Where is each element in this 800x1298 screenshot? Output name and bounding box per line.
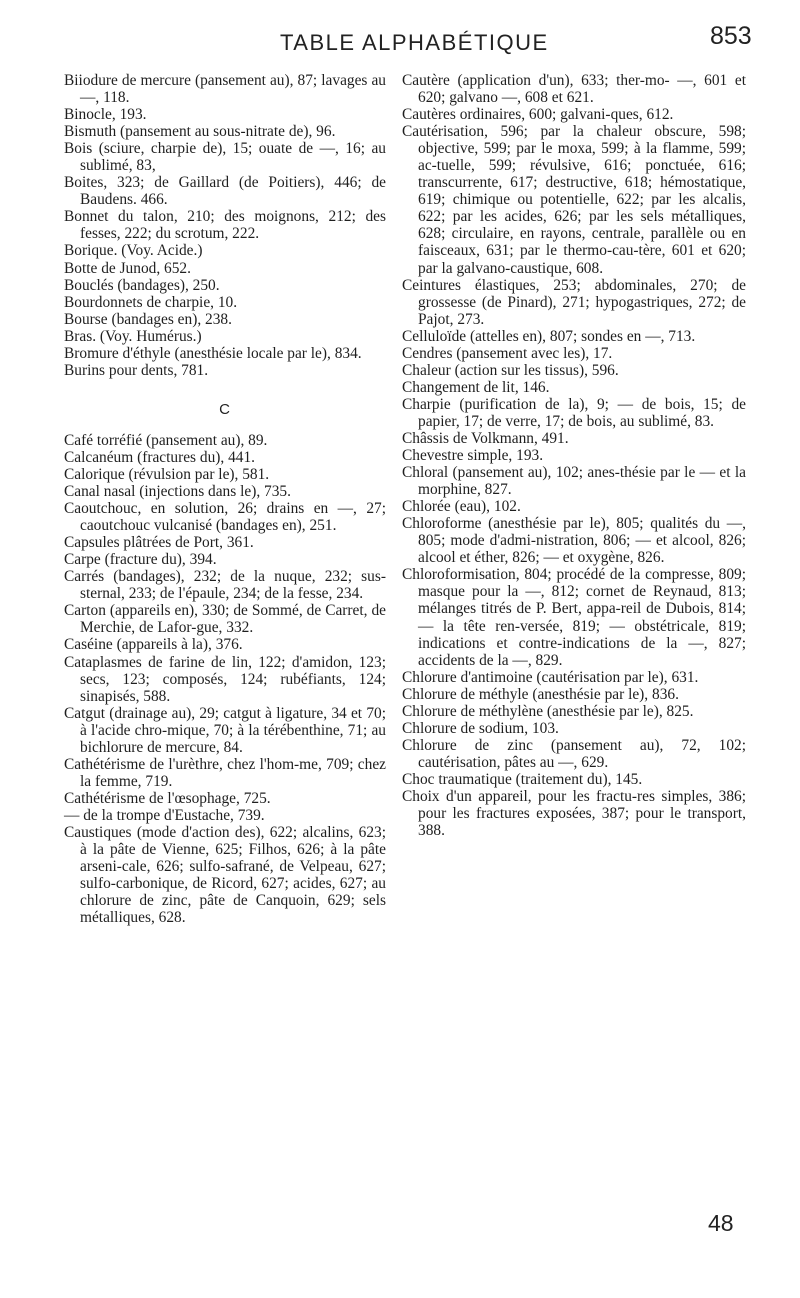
index-entry: Chevestre simple, 193.: [402, 447, 544, 465]
signature-mark: 48: [708, 1210, 734, 1236]
section-letter: C: [219, 400, 231, 418]
index-entry: Cendres (pansement avec les), 17.: [402, 344, 613, 362]
index-entry: Chlorée (eau), 102.: [402, 498, 521, 516]
index-entry: Boites, 323; de Gaillard (de Poitiers), 446; de Baudens. 466.: [64, 174, 386, 209]
page-title: TABLE ALPHABÉTIQUE: [280, 30, 549, 55]
index-entry: Cautère (application d'un), 633; ther-mo- —, 601 et 620; galvano —, 608 et 621.: [402, 72, 746, 107]
page-header: [0, 22, 800, 62]
index-entry: Cautérisation, 596; par la chaleur obscure, 598; objective, 599; par le moxa, 599; à la flamme, 599; ac-tuelle, 599; révulsive, 616; ponctuée, 616; transcurrente, 617; destructive, 618; hémostatique, 619; chimique ou potentielle, 622; par les alcalis, 622; par les acides, 626; par les sels métalliques, 628; circulaire, en rayons, centrale, parallèle ou en faisceaux, 631; par le thermo-cau-tère, 601 et 620; par la galvano-caustique, 608.: [402, 123, 746, 277]
index-entry: Canal nasal (injections dans le), 735.: [64, 483, 291, 501]
index-entry: Caséine (appareils à la), 376.: [64, 636, 243, 654]
index-entry: Bromure d'éthyle (anesthésie locale par le), 834.: [64, 344, 362, 362]
index-entry: Chaleur (action sur les tissus), 596.: [402, 361, 619, 379]
page-number: 853: [710, 22, 752, 50]
index-entry: Carrés (bandages), 232; de la nuque, 232; sus-sternal, 233; de l'épaule, 234; de la fesse, 234.: [64, 568, 386, 603]
index-entry: Bismuth (pansement au sous-nitrate de), 96.: [64, 123, 336, 141]
index-column-left: [64, 72, 386, 926]
index-entry: Choix d'un appareil, pour les fractu-res simples, 386; pour les fractures exposées, 387; pour le transport, 388.: [402, 787, 746, 840]
index-entry: Caoutchouc, en solution, 26; drains en —, 27; caoutchouc vulcanisé (bandages en), 251.: [64, 500, 386, 535]
index-entry: Bourse (bandages en), 238.: [64, 310, 232, 328]
entries-group-right: [402, 72, 746, 839]
index-entry: Chloroforme (anesthésie par le), 805; qualités du —, 805; mode d'admi-nistration, 806; — et alcool, 826; alcool et éther, 826; — et oxygène, 826.: [402, 515, 746, 567]
index-entry: Bois (sciure, charpie de), 15; ouate de —, 16; au sublimé, 83,: [64, 140, 386, 175]
index-column-right: [402, 72, 746, 839]
index-entry: Cataplasmes de farine de lin, 122; d'amidon, 123; secs, 123; composés, 124; rubéfiants, 124; sinapisés, 588.: [64, 653, 386, 705]
index-entry: Carpe (fracture du), 394.: [64, 551, 217, 569]
index-entry: Choc traumatique (traitement du), 145.: [402, 770, 643, 788]
index-entry: — de la trompe d'Eustache, 739.: [64, 806, 265, 824]
index-entry: Borique. (Voy. Acide.): [64, 242, 203, 260]
index-entry: Charpie (purification de la), 9; — de bois, 15; de papier, 17; de verre, 17; de bois, au sublimé, 83.: [402, 395, 746, 430]
index-entry: Cautères ordinaires, 600; galvani-ques, 612.: [402, 106, 674, 124]
index-entry: Calorique (révulsion par le), 581.: [64, 465, 270, 483]
index-entry: Châssis de Volkmann, 491.: [402, 429, 569, 447]
index-entry: Chlorure d'antimoine (cautérisation par le), 631.: [402, 668, 699, 686]
index-entry: Binocle, 193.: [64, 106, 147, 124]
index-entry: Chloroformisation, 804; procédé de la compresse, 809; masque pour la —, 812; cornet de Reynaud, 813; mélanges titrés de P. Bert, appa-reil de Dubois, 814; — la tête ren-versée, 819; — obstétricale, 819; indications et contre-indications de la —, 827; accidents de la —, 829.: [402, 566, 746, 669]
index-entry: Celluloïde (attelles en), 807; sondes en —, 713.: [402, 327, 696, 345]
index-entry: Bourdonnets de charpie, 10.: [64, 293, 238, 311]
index-entry: Burins pour dents, 781.: [64, 361, 209, 379]
index-entry: Cathétérisme de l'urèthre, chez l'hom-me, 709; chez la femme, 719.: [64, 755, 386, 790]
index-entry: Chloral (pansement au), 102; anes-thésie par le — et la morphine, 827.: [402, 464, 746, 499]
index-entry: Chlorure de sodium, 103.: [402, 719, 559, 737]
index-entry: Bouclés (bandages), 250.: [64, 276, 220, 294]
index-entry: Calcanéum (fractures du), 441.: [64, 448, 256, 466]
index-entry: Café torréfié (pansement au), 89.: [64, 431, 268, 449]
index-entry: Capsules plâtrées de Port, 361.: [64, 534, 254, 552]
index-entry: Bonnet du talon, 210; des moignons, 212; des fesses, 222; du scrotum, 222.: [64, 208, 386, 243]
entries-group-b: [64, 72, 386, 379]
index-entry: Bras. (Voy. Humérus.): [64, 327, 202, 345]
index-entry: Caustiques (mode d'action des), 622; alcalins, 623; à la pâte de Vienne, 625; Filhos, 626; à la pâte arseni-cale, 626; sulfo-safrané, de Velpeau, 627; sulfo-carbonique, de Ricord, 627; acides, 627; au chlorure de zinc, pâte de Canquoin, 629; sels métalliques, 628.: [64, 823, 386, 927]
index-entry: Cathétérisme de l'œsophage, 725.: [64, 789, 271, 807]
index-entry: Chlorure de méthyle (anesthésie par le), 836.: [402, 685, 679, 703]
index-entry: Catgut (drainage au), 29; catgut à ligature, 34 et 70; à l'acide chro-mique, 70; à la térébenthine, 71; au bichlorure de mercure, 84.: [64, 704, 386, 756]
index-entry: Biiodure de mercure (pansement au), 87; lavages au —, 118.: [64, 72, 386, 107]
index-entry: Chlorure de méthylène (anesthésie par le), 825.: [402, 702, 694, 720]
index-entry: Ceintures élastiques, 253; abdominales, 270; de grossesse (de Pinard), 271; hypogastriques, 272; de Pajot, 273.: [402, 276, 746, 328]
index-entry: Changement de lit, 146.: [402, 378, 550, 396]
entries-group-c: [64, 432, 386, 926]
index-entry: Chlorure de zinc (pansement au), 72, 102; cautérisation, pâtes au —, 629.: [402, 736, 746, 771]
index-entry: Botte de Junod, 652.: [64, 259, 191, 277]
index-entry: Carton (appareils en), 330; de Sommé, de Carret, de Merchie, de Lafor-gue, 332.: [64, 602, 386, 637]
